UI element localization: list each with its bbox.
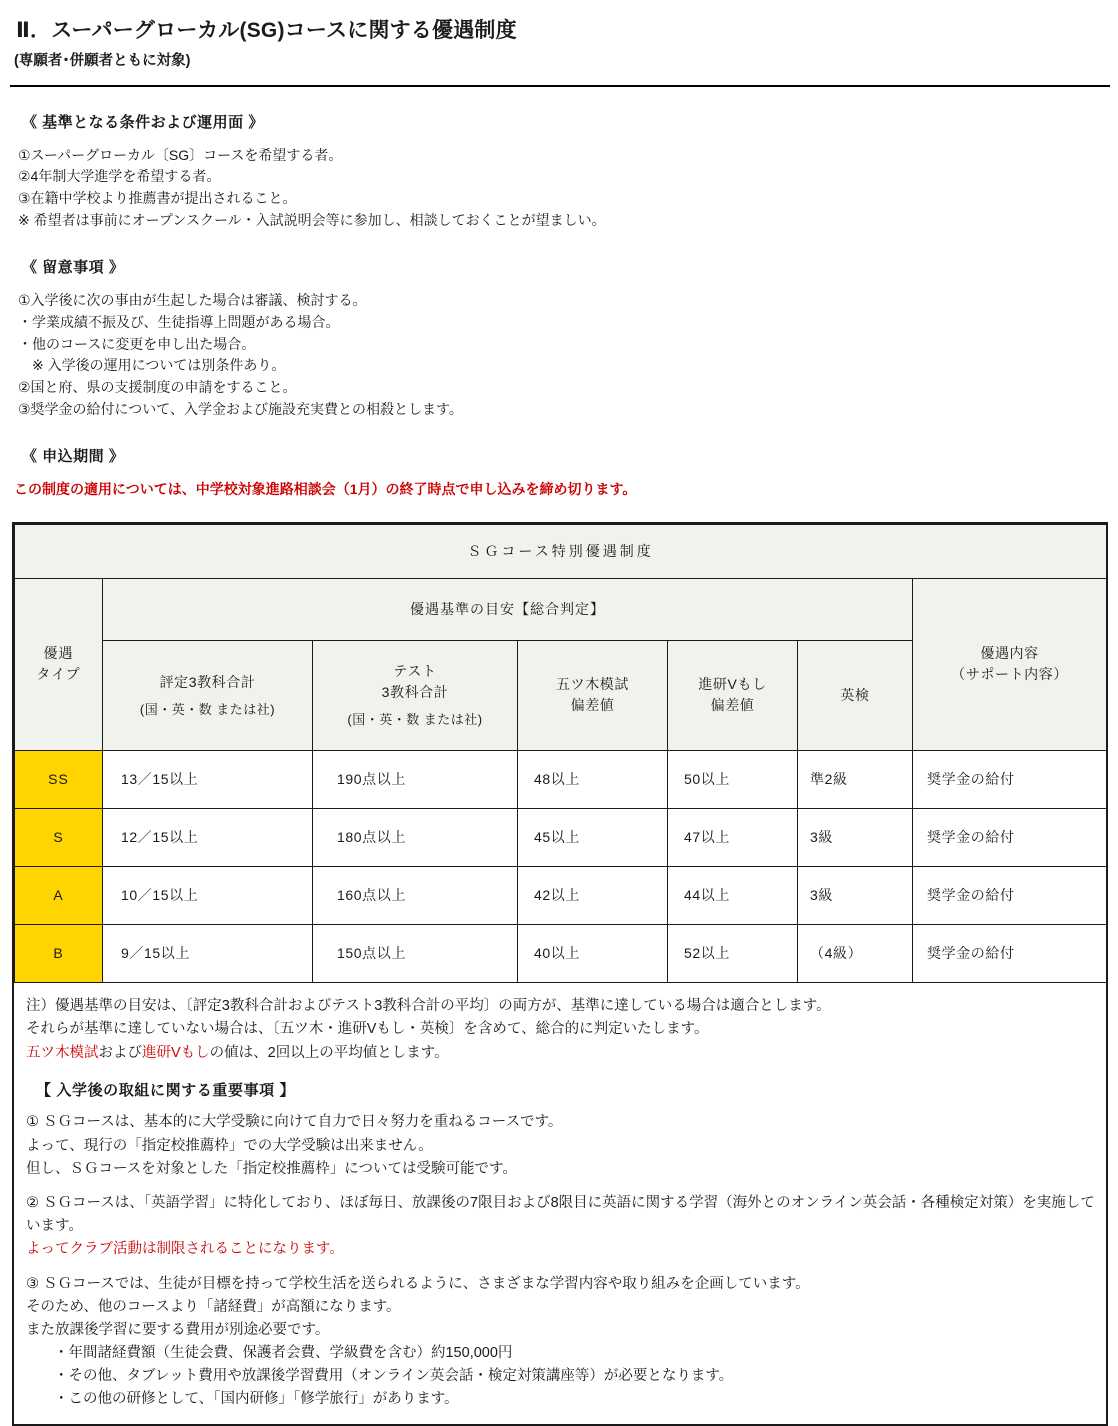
cell-content: 奨学金の給付 bbox=[913, 750, 1107, 808]
cell-content: 奨学金の給付 bbox=[913, 924, 1107, 982]
notice-line: ・他のコースに変更を申し出た場合。 bbox=[18, 335, 256, 352]
important-item-3 bbox=[26, 1273, 1096, 1412]
important-heading: 【 入学後の取組に関する重要事項 】 bbox=[36, 1082, 296, 1100]
table-note-line-2: それらが基準に達していない場合は、〔五ツ木・進研Vもし・英検〕を含めて、総合的に判定いたします。 bbox=[26, 1021, 709, 1038]
cell-hyotei: 12／15以上 bbox=[103, 808, 313, 866]
col-header-test bbox=[313, 640, 518, 750]
cell-type: S bbox=[15, 808, 103, 866]
col-header-content bbox=[913, 578, 1107, 750]
important-bullet: ・年間諸経費額（生徒会費、保護者会費、学級費を含む）約150,000円 bbox=[54, 1345, 513, 1362]
important-line: 但し、ＳＧコースを対象とした「指定校推薦枠」については受験可能です。 bbox=[26, 1160, 517, 1177]
important-line-club-restriction: よってクラブ活動は制限されることになります。 bbox=[26, 1241, 344, 1258]
criteria-heading: 《 基準となる条件および運用面 》 bbox=[22, 113, 264, 131]
page-subtitle: (専願者･併願者ともに対象) bbox=[14, 53, 191, 70]
table-note-mid: および bbox=[98, 1044, 142, 1061]
table-note-line-1: 注）優遇基準の目安は、〔評定3教科合計およびテスト3教科合計の平均〕の両方が、基準に達している場合は適合とします。 bbox=[26, 997, 831, 1014]
col-header-type bbox=[15, 578, 103, 750]
cell-test: 160点以上 bbox=[313, 866, 518, 924]
criteria-line: ①スーパーグローカル〔SG〕コースを希望する者。 bbox=[18, 146, 343, 163]
table-header-row-1 bbox=[15, 578, 1107, 640]
application-deadline-text: この制度の適用については、中学校対象進路相談会（1月）の終了時点で申し込みを締め切ります。 bbox=[14, 480, 637, 497]
col-header-test-line1: テスト bbox=[393, 663, 437, 680]
criteria-line: ※ 希望者は事前にオープンスクール・入試説明会等に参加し、相談しておくことが望ましい。 bbox=[18, 212, 606, 229]
cell-hyotei: 10／15以上 bbox=[103, 866, 313, 924]
notice-line: ※ 入学後の運用については別条件あり。 bbox=[18, 357, 286, 374]
col-header-test-line3: (国・英・数 または社) bbox=[347, 712, 483, 728]
notice-line: ②国と府、県の支援制度の申請をすること。 bbox=[18, 379, 297, 396]
important-bullet: ・この他の研修として、「国内研修」「修学旅行」があります。 bbox=[54, 1391, 459, 1408]
col-header-itsutsugi-line2: 偏差値 bbox=[570, 697, 615, 714]
criteria-line: ③在籍中学校より推薦書が提出されること。 bbox=[18, 190, 297, 207]
important-bullet: ・その他、タブレット費用や放課後学習費用（オンライン英会話・検定対策講座等）が必要となります。 bbox=[54, 1368, 734, 1385]
table-row bbox=[15, 808, 1107, 866]
important-line: そのため、他のコースより「諸経費」が高額になります。 bbox=[26, 1298, 401, 1315]
cell-itsutsugi: 42以上 bbox=[518, 866, 668, 924]
col-header-test-line2: 3教科合計 bbox=[381, 684, 449, 701]
cell-shinken: 47以上 bbox=[668, 808, 798, 866]
cell-hyotei: 9／15以上 bbox=[103, 924, 313, 982]
title-divider bbox=[10, 85, 1110, 87]
cell-itsutsugi: 48以上 bbox=[518, 750, 668, 808]
col-header-itsutsugi bbox=[518, 640, 668, 750]
cell-type: A bbox=[15, 866, 103, 924]
page-title: Ⅱ．スーパーグローカル(SG)コースに関する優遇制度 bbox=[16, 19, 517, 42]
notice-line: ③奨学金の給付について、入学金および施設充実費との相殺とします。 bbox=[18, 401, 463, 418]
sg-benefit-frame bbox=[12, 522, 1108, 1426]
important-line: ① ＳＧコースは、基本的に大学受験に向けて自力で日々努力を重ねるコースです。 bbox=[26, 1114, 563, 1131]
important-line: ② ＳＧコースは、「英語学習」に特化しており、ほぼ毎日、放課後の7限目および8限目に英語に関する学習（海外とのオンライン英会話・各種検定対策）を実施しています。 bbox=[26, 1194, 1095, 1235]
table-row bbox=[15, 866, 1107, 924]
col-header-shinken bbox=[668, 640, 798, 750]
cell-content: 奨学金の給付 bbox=[913, 808, 1107, 866]
cell-content: 奨学金の給付 bbox=[913, 866, 1107, 924]
notice-heading: 《 留意事項 》 bbox=[22, 258, 125, 276]
notice-line: ・学業成績不振及び、生徒指導上問題がある場合。 bbox=[18, 313, 340, 330]
cell-test: 180点以上 bbox=[313, 808, 518, 866]
table-note-tail: の値は、2回以上の平均値とします。 bbox=[209, 1044, 449, 1061]
sg-benefit-table bbox=[14, 524, 1107, 983]
criteria-body bbox=[18, 145, 1108, 232]
table-note-red-1: 五ツ木模試 bbox=[26, 1044, 99, 1061]
cell-type: SS bbox=[15, 750, 103, 808]
table-title-row bbox=[15, 524, 1107, 578]
table-note-red-2: 進研Vもし bbox=[142, 1044, 210, 1061]
col-header-shinken-line2: 偏差値 bbox=[710, 697, 755, 714]
criteria-line: ②4年制大学進学を希望する者。 bbox=[18, 168, 221, 185]
table-row bbox=[15, 924, 1107, 982]
cell-type: B bbox=[15, 924, 103, 982]
col-header-hyotei bbox=[103, 640, 313, 750]
col-header-group: 優遇基準の目安【総合判定】 bbox=[103, 578, 913, 640]
table-notes bbox=[14, 983, 1106, 1424]
col-header-content-line2: （サポート内容） bbox=[951, 666, 1068, 683]
col-header-hyotei-line2: (国・英・数 または社) bbox=[139, 701, 276, 717]
important-line: よって、現行の「指定校推薦枠」での大学受験は出来ません。 bbox=[26, 1137, 433, 1154]
important-line: また放課後学習に要する費用が別途必要です。 bbox=[26, 1321, 330, 1338]
table-title: ＳＧコース特別優遇制度 bbox=[15, 524, 1107, 578]
cell-shinken: 52以上 bbox=[668, 924, 798, 982]
cell-itsutsugi: 45以上 bbox=[518, 808, 668, 866]
col-header-eiken: 英検 bbox=[798, 640, 913, 750]
cell-test: 190点以上 bbox=[313, 750, 518, 808]
cell-itsutsugi: 40以上 bbox=[518, 924, 668, 982]
col-header-content-line1: 優遇内容 bbox=[980, 645, 1039, 662]
important-item-1 bbox=[26, 1111, 1096, 1181]
cell-shinken: 50以上 bbox=[668, 750, 798, 808]
cell-test: 150点以上 bbox=[313, 924, 518, 982]
col-header-type-line2: タイプ bbox=[36, 666, 81, 683]
application-heading: 《 申込期間 》 bbox=[22, 447, 125, 465]
table-note-line-3 bbox=[26, 1042, 1096, 1065]
cell-eiken: 準2級 bbox=[798, 750, 913, 808]
cell-eiken: （4級） bbox=[798, 924, 913, 982]
important-line: ③ ＳＧコースでは、生徒が目標を持って学校生活を送られるように、さまざまな学習内容や取り組みを企画しています。 bbox=[26, 1275, 810, 1292]
col-header-type-line1: 優遇 bbox=[43, 645, 74, 662]
notice-body bbox=[18, 290, 1108, 421]
cell-eiken: 3級 bbox=[798, 808, 913, 866]
col-header-shinken-line1: 進研Vもし bbox=[698, 676, 767, 693]
important-item-2 bbox=[26, 1192, 1096, 1262]
cell-eiken: 3級 bbox=[798, 866, 913, 924]
cell-shinken: 44以上 bbox=[668, 866, 798, 924]
cell-hyotei: 13／15以上 bbox=[103, 750, 313, 808]
table-row bbox=[15, 750, 1107, 808]
col-header-hyotei-line1: 評定3教科合計 bbox=[159, 673, 256, 690]
notice-line: ①入学後に次の事由が生起した場合は審議、検討する。 bbox=[18, 291, 367, 308]
col-header-itsutsugi-line1: 五ツ木模試 bbox=[556, 676, 629, 693]
